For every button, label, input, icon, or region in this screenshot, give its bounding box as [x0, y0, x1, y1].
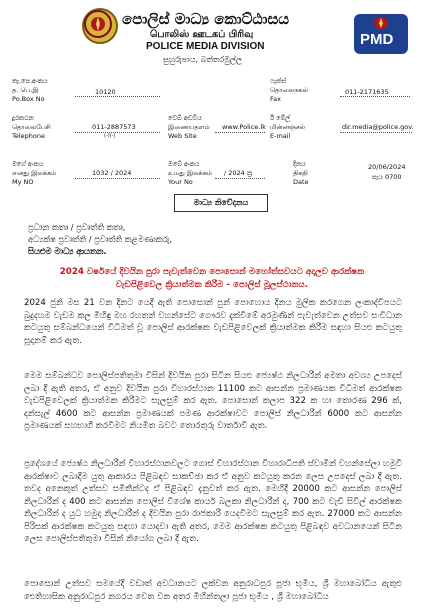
telephone-label-ta: தொலைபேசி [12, 123, 51, 131]
my-no-label-si: මගේ අංකය [12, 160, 44, 168]
telephone-value: 011-2887573 [92, 123, 136, 131]
header-title-tamil: பொலிஸ் ஊடகப் பிரிவு [150, 29, 254, 40]
media-release-banner-text: මාධ්‍ය නිවේදනය [193, 198, 249, 207]
your-no-label-si: ඔබේ අංකය [168, 160, 200, 168]
pobox-label-si: තැ.පෙ.අංකය [12, 77, 48, 85]
telephone-label-en: Telephone [12, 132, 46, 140]
body-paragraph: ප්‍රදේශයේ ජ්‍යෙෂ්ඨ නිලධාරීන් විහාරස්ථානවලට ගොස් විහාරස්ථාන විහාරාධිපති ස්වාමීන් වහන්සේලා හමුවී ආරක්ෂාව ලබාදීම යුතු ආකාරය පිළිබඳව සාකච්ඡා කර ඒ අනුව කටයුතු කරන ලෙස උපදෙස් ලබා දී ඇත. තවද අනෙකුත් උත්සව සමිතීන්ටද ඒ පිළිබඳව දැනුවත් කර ඇත. මෙහිදී 20000 කට ආසන්න පොලිස් නිලධාරීන් ද 400 කට ආසන්න පොලිස් විශේෂ කාර්ය බලකා නිලධාරීන් ද, 700 කට වැඩි සිවිල් ආරක්ෂක නිලධාරීන් ද යුධ හමුදා නිලධාරීන් ද දිවයින පුරා රාජකාරී යෙදවීමට සැලසුම් කර ඇත. 27000 කට ආසන්න පිරිසක් ආරක්ෂක කටයුතු සඳහා යොදවා ඇති අතර, මෙම ආරක්ෂක කටයුතු පිළිබඳව අවධානයෙන් සිටින ලෙස පොලිස්පතිතුමා විසින් නියෝග ලබා දී ඇත. [24, 459, 402, 544]
media-release-banner [174, 194, 268, 212]
fax-value: 011-2171635 [345, 88, 389, 96]
date-value: 20/06/2024 [368, 163, 406, 171]
fax-label-ta: தொலைநகல் [270, 86, 308, 94]
header-title-english: POLICE MEDIA DIVISION [146, 41, 265, 52]
your-no-label-ta: உமது இலக்கம் [168, 169, 213, 177]
time-value: පැය 0700 [372, 173, 402, 181]
email-label-ta: மின்னஞ்சல் [270, 123, 305, 131]
recipient-line: ප්‍රධාන කතෘ / ප්‍රවෘත්ති කතෘ, [28, 222, 126, 232]
sri-lanka-police-crest-icon [82, 8, 118, 44]
pobox-label-ta: த. பெ.இ [12, 86, 39, 94]
pobox-value: 10120 [95, 88, 116, 96]
my-no-value: 1032 / 2024 [92, 169, 132, 177]
website-value: www.Police.lk [222, 123, 266, 131]
recipient-line: සියළුම මාධ්‍ය ආයතන. [28, 246, 107, 256]
website-label-ta: இணையதளம் [168, 123, 210, 131]
recipient-line: අධ්‍යක්ෂ ප්‍රවෘත්ති / ප්‍රවෘත්ති කළමණාකරු, [28, 234, 173, 244]
telephone-label-si: දුරකථන [12, 114, 34, 122]
website-label-en: Web Site [168, 132, 197, 140]
my-no-label-en: My NO [12, 178, 34, 186]
body-paragraph: 2024 ජුනි මස 21 වන දිනට යෙදී ඇති පොසොන් පුන් පොහොය දිනය මුලික කරගෙන ලංකාද්වීපයට බුදුදහම වැඩම කල මිහිඳු මහ රහතන් වහන්සේට ගෞරව දැක්වීමේ අරමුණින් පැවැත්වෙන උත්සව සංවිධාන කටයුතු සම්බන්ධයෙන් විධිමත් වූ පොලිස් ආරක්ෂක වැඩපිළිවෙලක් ක්‍රියාත්මක කිරීම සඳහා සියළු කටයුතු සූදානම් කර ඇත. [24, 298, 402, 346]
your-no-value: / 2024 ක්‍ර [224, 169, 253, 177]
header-title-sinhala: පොලිස් මාධ්‍ය කොට්ඨාසය [122, 10, 290, 28]
my-no-label-ta: எனது இலக்கம் [12, 169, 57, 177]
fax-label-en: Fax [270, 95, 281, 103]
your-no-label-en: Your No [168, 178, 193, 186]
pmd-logo-text: PMD [360, 31, 394, 48]
date-label-si: දිනය [293, 160, 306, 168]
date-label-en: Date [293, 178, 309, 186]
body-paragraph: මෙම සම්බන්ධව පොලිස්පතිතුමා විසින් දිවයින පුරා සිටින සියළු ජ්‍යෙෂ්ඨ නිලධාරීන් අමතා අවශ්‍ය උපදෙස් ලබා දී ඇති අතර, ඒ අනුව දිවයින පුරා විහාරස්ථාන 11100 කට ආසන්න ප්‍රමාණයක විධිමත් ආරක්ෂක වැඩපිළිවෙලක් ක්‍රියාත්මක කිරීමට සැලසුම් කර ඇත. පොසොන් කලාප 322 ක හා තොරණ 296 ක්, දන්සැල් 4600 කට ආසන්න ප්‍රමාණයක් පමණ ආරක්ෂාවට පොලිස් නිලධාරීන් 6000 කට ආසන්න ප්‍රමාණයක් සහභාගී කරවීමට නියමිත බවට තොරතුරු වාර්තාවී ඇත. [24, 371, 402, 431]
date-label-ta: திகதி [293, 169, 308, 177]
fax-label-si: ෆැක්ස් [270, 77, 287, 85]
email-label-en: E-mail [270, 132, 291, 140]
pobox-label-en: Po.Box No [12, 95, 45, 103]
header-location: සුහුරුපාය, බත්තරමුල්ල [163, 55, 243, 64]
telephone-extension: (-)(-) [104, 133, 116, 139]
recipients-block [28, 221, 172, 257]
website-label-si: වෙබ් අඩවිය [168, 114, 202, 122]
body-paragraph: පොසොන් උත්සව සමයේදී වඩාත් අවධානයට ලක්වන අනුරාධපුර පූජා භූමිය, ශ්‍රී මහාබෝධිය ඇතුළු ඓතිහාසික අනුරාධපුර නගරය වෙත වන අතර මිහින්තලා පූජා භූමිය , ශ්‍රී මහාබෝධිය [24, 579, 402, 602]
pmd-logo [350, 8, 412, 64]
email-label-si: ඊ මේල් [270, 114, 291, 122]
email-value: dir.media@police.gov. [342, 123, 414, 131]
document-heading: 2024 වර්ෂයේ දිවයින පුරා පැවැත්වෙන පොසොන් මහෝත්සවයට අදාලව ආරක්ෂක වැඩපිළිවෙල ක්‍රියාත්මක කිරීම - පොලිස් මූලස්ථානය. [59, 267, 365, 290]
